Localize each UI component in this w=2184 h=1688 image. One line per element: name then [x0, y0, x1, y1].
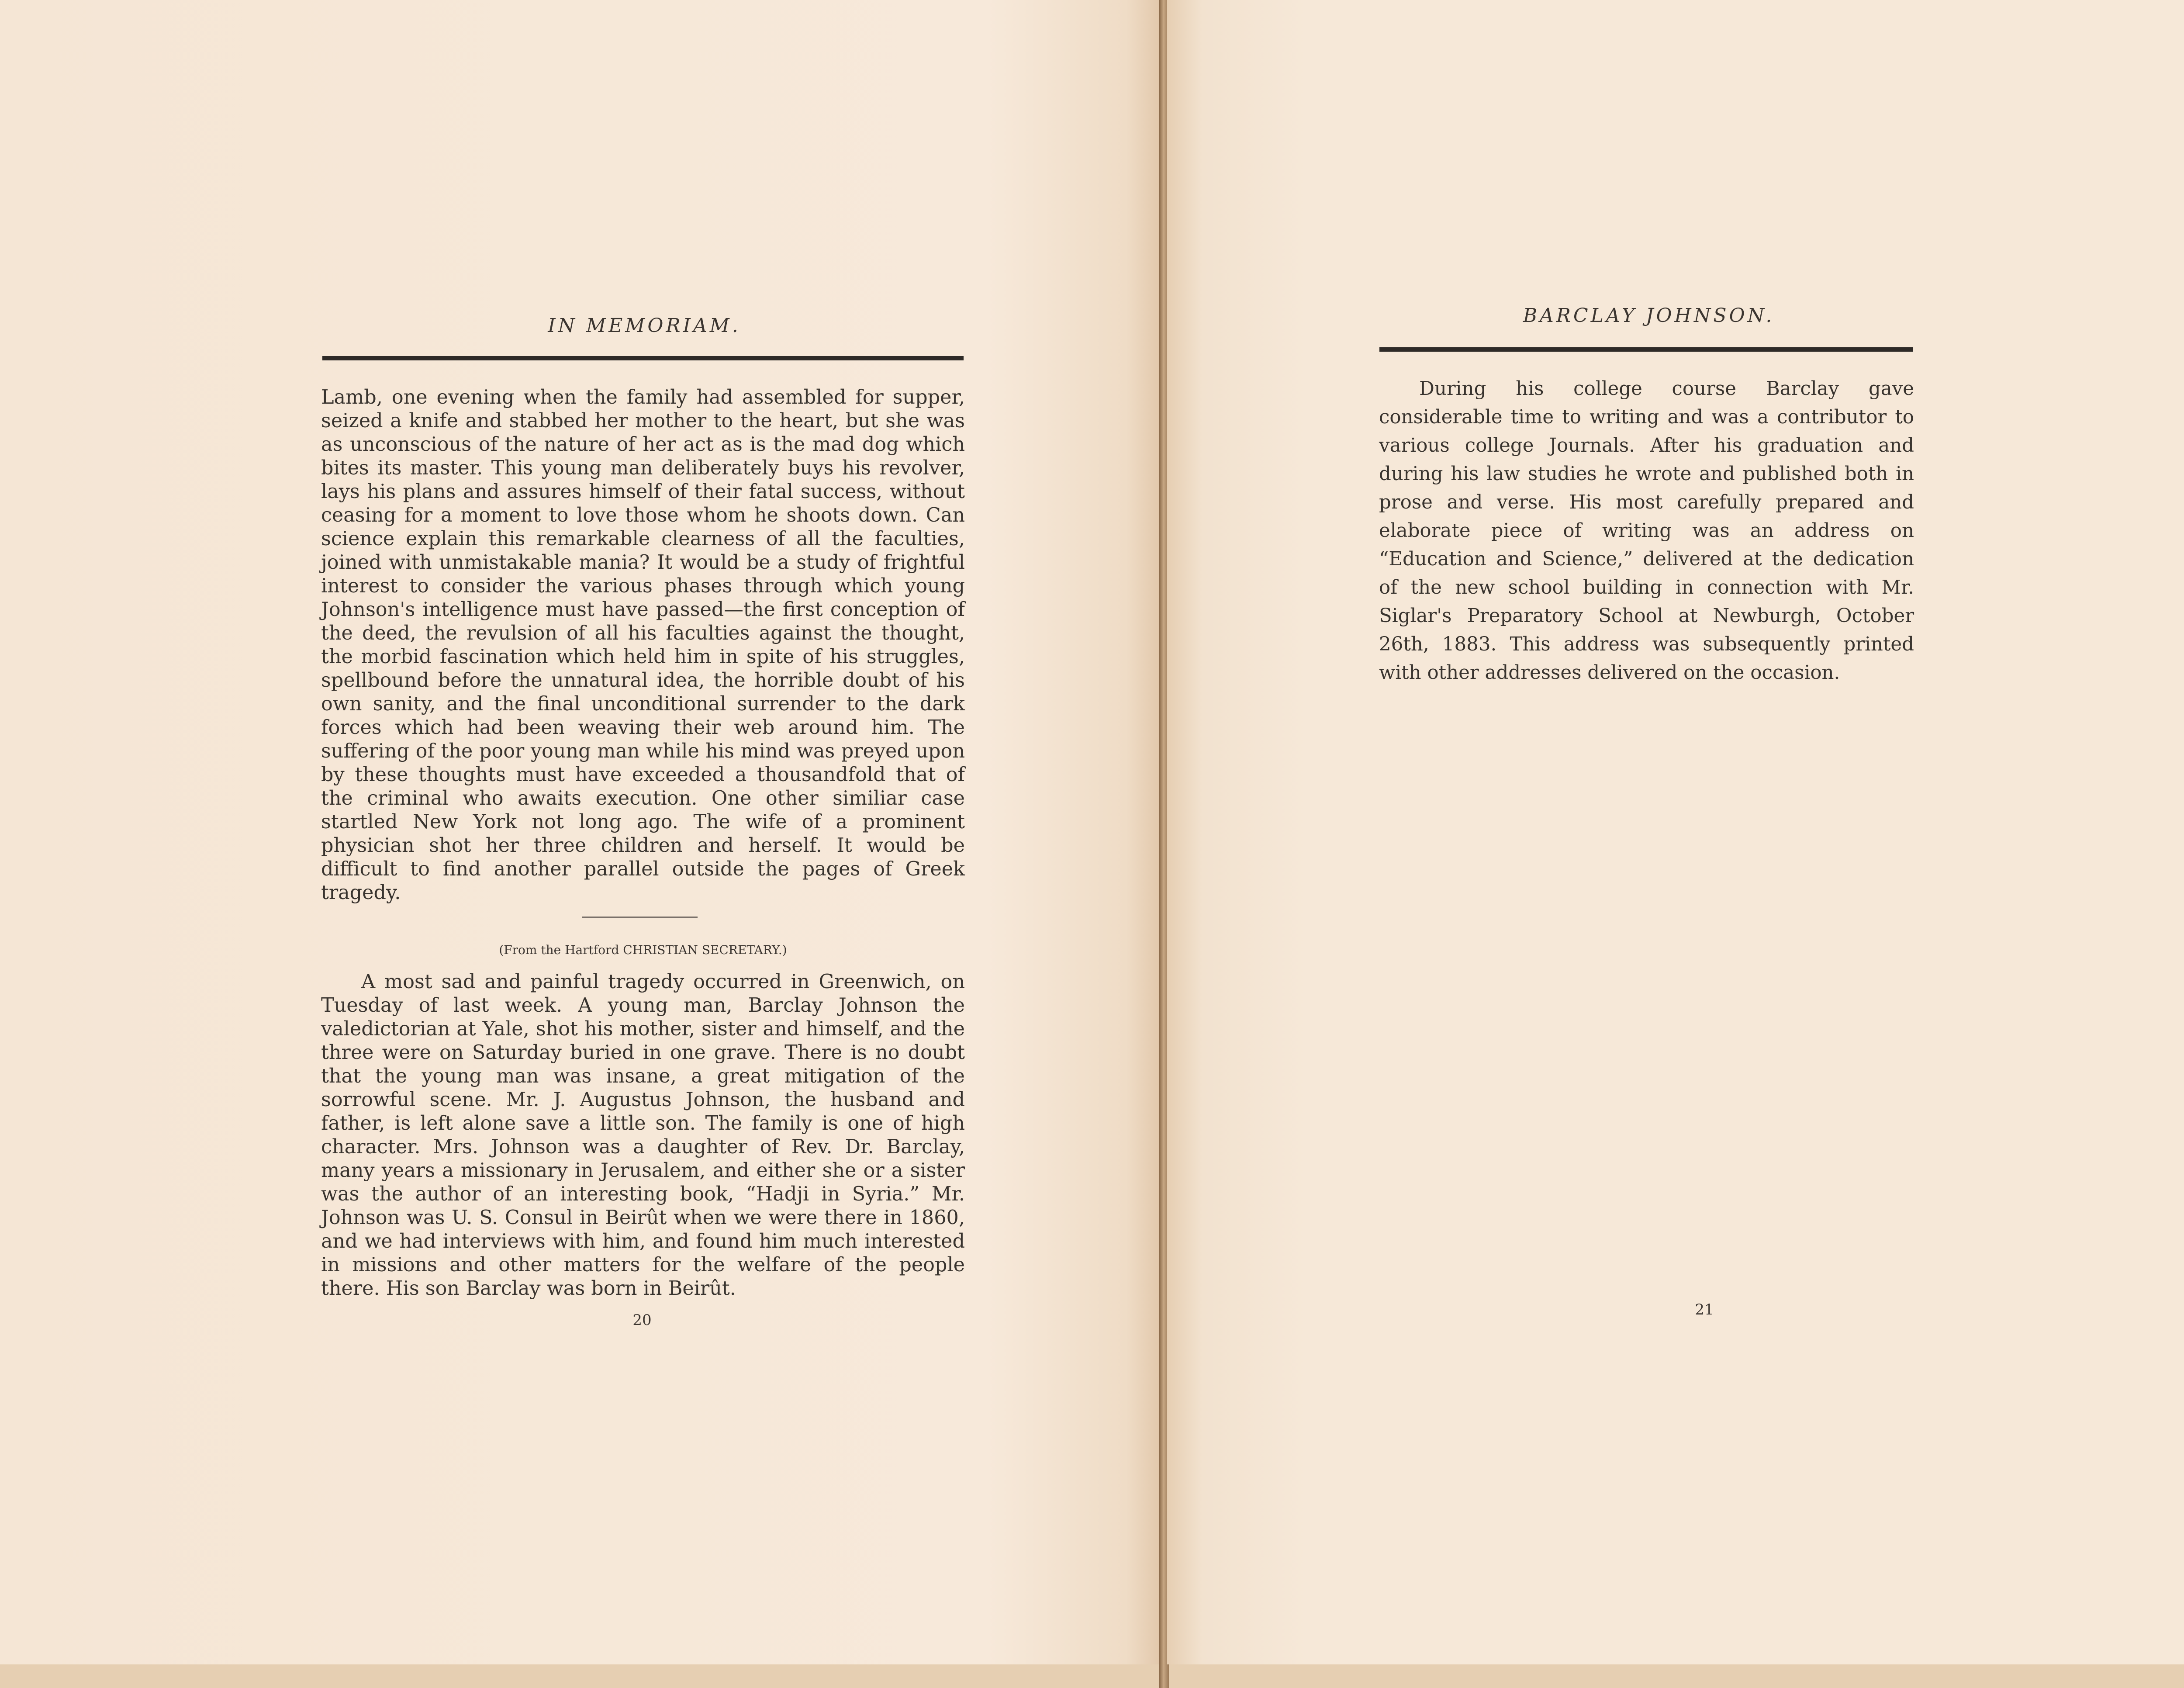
running-head-left: IN MEMORIAM. — [548, 315, 741, 337]
section-divider — [582, 917, 698, 918]
running-head-right: BARCLAY JOHNSON. — [1523, 304, 1775, 327]
body-paragraph-college: During his college course Barclay gave considerable time to writing and was a contributor to various college Journals. After his graduation and during his law studies he wrote and published both in prose and verse. His most carefully prepared and elaborate piece of writing was an address on “Education and Science,” delivered at the dedication of the new school building in connection with Mr. Siglar's Preparatory School at Newburgh, October 26th, 1883. This address was subsequently printed with other addresses delivered on the occasion. — [1379, 378, 1914, 684]
body-paragraph-lamb: Lamb, one evening when the family had assembled for supper, seized a knife and stabbed her mother to the heart, but she was as unconscious of the nature of her act as is the mad dog which bites its master. This young man deliberately buys his revolver, lays his plans and assures himself of their fatal success, without ceasing for a moment to love those whom he shoots down. Can science explain this remarkable clearness of all the faculties, joined with unmistakable mania? It would be a study of frightful interest to consider the various phases through which young Johnson's intelligence must have passed—the first conception of the deed, the revulsion of all his faculties against the thought, the morbid fascination which held him in spite of his struggles, spellbound before the unnatural idea, the horrible doubt of his own sanity, and the final unconditional surrender to the dark forces which had been weaving their web around him. The suffering of the poor young man while his mind was preyed upon by these thoughts must have exceeded a thousandfold that of the criminal who awaits execution. One other similiar case startled New York not long ago. The wife of a prominent physician shot her three children and herself. It would be difficult to find another parallel outside the pages of Greek tragedy. — [321, 386, 965, 904]
page-number-left: 20 — [632, 1311, 652, 1329]
body-paragraph-tragedy: A most sad and painful tragedy occurred in Greenwich, on Tuesday of last week. A young man, Barclay Johnson the valedictorian at Yale, shot his mother, sister and himself, and the three were on Saturday buried in one grave. There is no doubt that the young man was insane, a great mitigation of the sorrowful scene. Mr. J. Augustus Johnson, the husband and father, is left alone save a little son. The family is one of high character. Mrs. Johnson was a daughter of Rev. Dr. Barclay, many years a missionary in Jerusalem, and either she or a sister was the author of an interesting book, “Hadji in Syria.” Mr. Johnson was U. S. Consul in Beirût when we were there in 1860, and we had interviews with him, and found him much interested in missions and other matters for the welfare of the people there. His son Barclay was born in Beirût. — [321, 971, 965, 1300]
right-page — [1167, 0, 2184, 1664]
source-attribution: (From the Hartford CHRISTIAN SECRETARY.) — [499, 943, 787, 957]
header-rule-right — [1379, 347, 1913, 352]
page-number-right: 21 — [1695, 1301, 1714, 1318]
header-rule-left — [322, 356, 964, 360]
